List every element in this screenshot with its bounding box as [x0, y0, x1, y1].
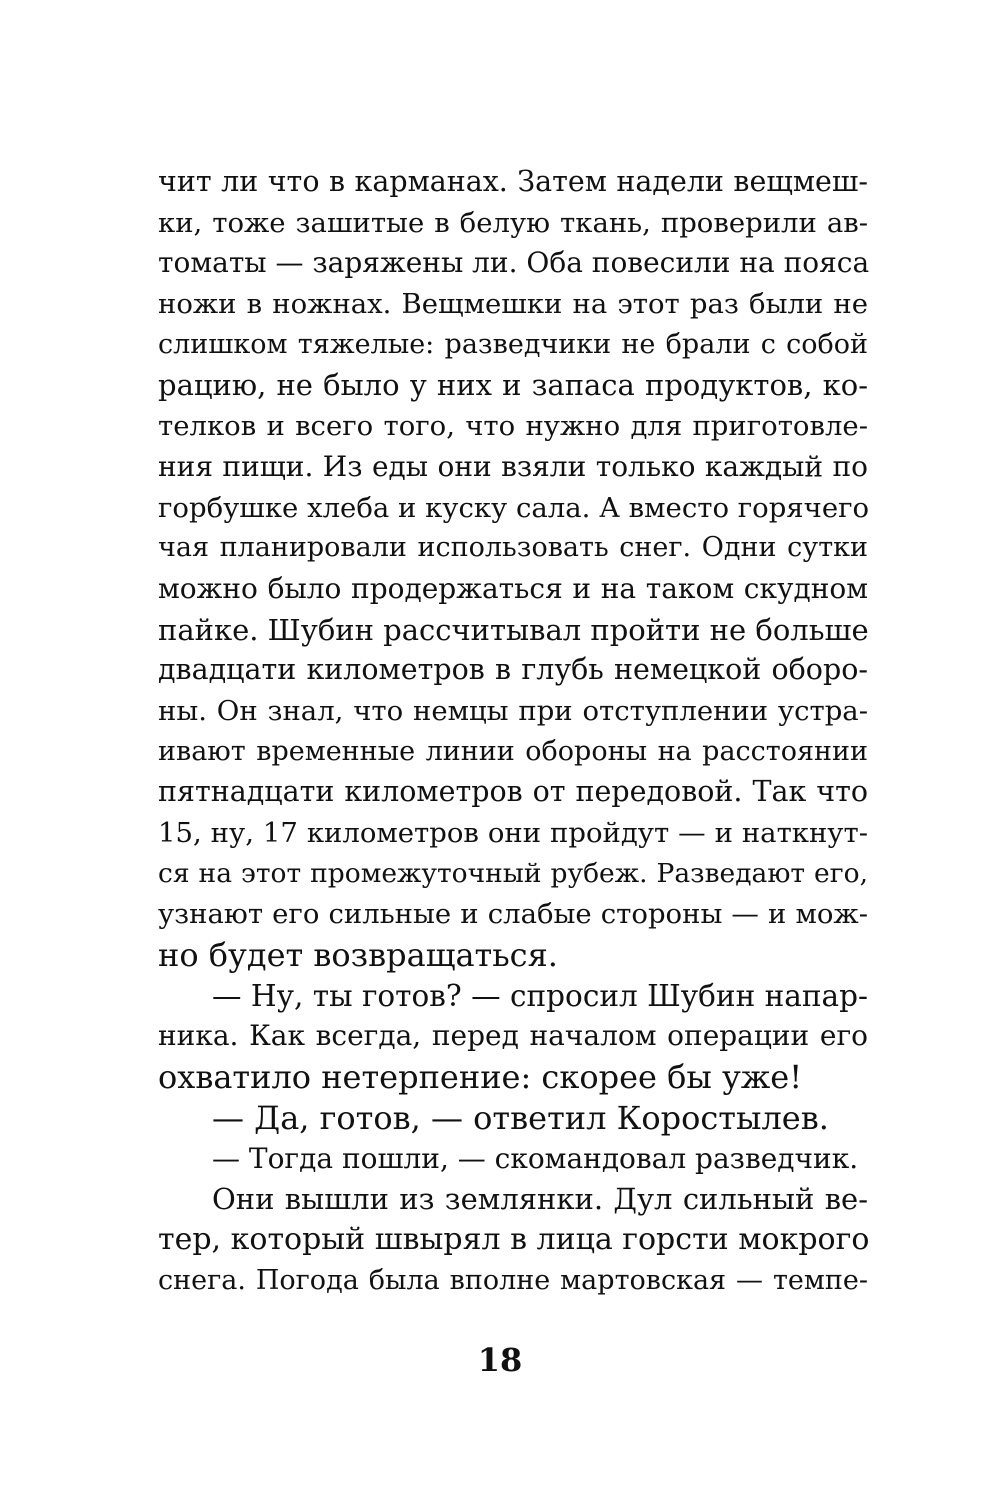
text-line: томаты — заряжены ли. Оба повесили на пояса — [158, 246, 870, 280]
text-line: тер, который швырял в лица горсти мокрого — [158, 1221, 870, 1257]
text-line: 15, ну, 17 километров они пройдут — и наткнут- — [158, 817, 868, 849]
text-line: — Тогда пошли, — скомандовал разведчик. — [212, 1141, 859, 1175]
text-line: снега. Погода была вполне мартовская — темпе- — [158, 1264, 868, 1296]
text-line: Они вышли из землянки. Дул сильный ве- — [212, 1182, 868, 1217]
text-line: узнают его сильные и слабые стороны — и мож- — [158, 898, 868, 931]
text-line: ния пищи. Из еды они взяли только каждый по — [158, 449, 868, 483]
text-line: — Ну, ты готов? — спросил Шубин напар- — [212, 978, 868, 1013]
text-line: — Да, готов, — ответил Коростылев. — [212, 1098, 829, 1137]
text-line: телков и всего того, что нужно для приготовле- — [158, 410, 868, 443]
text-line: ивают временные линии обороны на расстоянии — [158, 735, 868, 767]
text-line: ся на этот промежуточный рубеж. Разведают его, — [158, 857, 868, 889]
text-line: пятнадцати километров от передовой. Так что — [158, 775, 868, 809]
text-line: ны. Он знал, что немцы при отступлении устра- — [158, 694, 868, 727]
text-line: ножи в ножнах. Вещмешки на этот раз были не — [158, 288, 868, 321]
text-line: двадцати километров в глубь немецкой оборо- — [158, 653, 868, 687]
text-line: рацию, не было у них и запаса продуктов, ко- — [158, 368, 868, 403]
text-line: ки, тоже зашитые в белую ткань, проверили ав- — [158, 206, 868, 239]
text-line: но будет возвращаться. — [158, 936, 558, 975]
text-line: чит ли что в карманах. Затем надели вещмеш- — [158, 165, 868, 198]
text-line: слишком тяжелые: разведчики не брали с собой — [158, 328, 868, 360]
text-line: горбушке хлеба и куску сала. А вместо горячего — [158, 491, 870, 524]
text-line: ника. Как всегда, перед началом операции его — [158, 1019, 868, 1053]
text-line: можно было продержаться и на таком скудном — [158, 571, 868, 605]
text-line: пайке. Шубин рассчитывал пройти не больше — [158, 612, 869, 647]
text-line: чая планировали использовать снег. Одни сутки — [158, 532, 868, 564]
text-line: охватило нетерпение: скорее бы уже! — [158, 1058, 803, 1097]
page-number: 18 — [477, 1341, 523, 1379]
body-text — [158, 162, 868, 1301]
